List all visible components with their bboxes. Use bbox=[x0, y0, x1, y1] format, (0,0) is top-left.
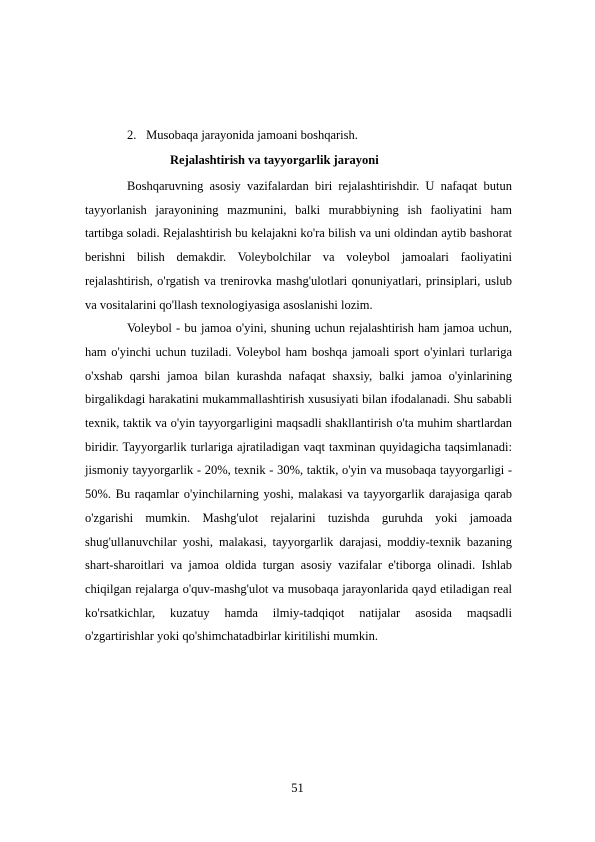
list-item-number: 2. bbox=[127, 128, 137, 142]
paragraph-2: Voleybol - bu jamoa o'yini, shuning uchun rejalashtirish ham jamoa uchun, ham o'yinchi uchun tuziladi. Voleybol ham boshqa jamoali sport o'yinlari turlariga o'xshab qarshi jamoa bilan kurashda nafaqat shaxsiy, balki jamoa o'yinlarining birgalikdagi harakatini mukammallashtirish xususiyati bilan ifodalanadi. Shu sababli texnik, taktik va o'yin tayyorgarligini maqsadli shakllantirish o'ta muhim shartlardan biridir. Tayyorgarlik turlariga ajratiladigan vaqt taxminan quyidagicha taqsimlanadi: jismoniy tayyorgarlik - 20%, texnik - 30%, taktik, o'yin va musobaqa tayyorgarligi - 50%. Bu raqamlar o'yinchilarning yoshi, malakasi va tayyorgarlik darajasiga qarab o'zgarishi mumkin. Mashg'ulot rejalarini tuzishda guruhda yoki jamoada shug'ullanuvchilar yoshi, malakasi, tayyorgarlik darajasi, moddiy-texnik bazaning shart-sharoitlari va jamoa oldida turgan asosiy vazifalar e'tiborga olinadi. Ishlab chiqilgan rejalarga o'quv-mashg'ulot va musobaqa jarayonlarida qayd etiladigan real ko'rsatkichlar, kuzatuy hamda ilmiy-tadqiqot natijalar asosida maqsadli o'zgartirishlar yoki qo'shimchatadbirlar kiritilishi mumkin. bbox=[85, 321, 512, 644]
list-item bbox=[127, 126, 358, 144]
list-item-text: Musobaqa jarayonida jamoani boshqarish. bbox=[146, 128, 358, 142]
paragraph-1: Boshqaruvning asosiy vazifalardan biri rejalashtirishdir. U nafaqat butun tayyorlanish jarayonining mazmunini, balki murabbiyning ish faoliyatini ham tartibga soladi. Rejalashtirish bu kelajakni ko'ra bilish va uni oldindan aytib bashorat berishni bilish demakdir. Voleybolchilar va voleybol jamoalari faoliyatini rejalashtirish, o'rgatish va trenirovka mashg'ulotlari qonuniyatlari, prinsiplari, uslub va vositalarini qo'llash texnologiyasiga asoslanishi lozim. bbox=[85, 179, 512, 312]
page-number: 51 bbox=[291, 781, 304, 795]
body-text bbox=[85, 175, 512, 649]
section-heading: Rejalashtirish va tayyorgarlik jarayoni bbox=[170, 153, 379, 167]
